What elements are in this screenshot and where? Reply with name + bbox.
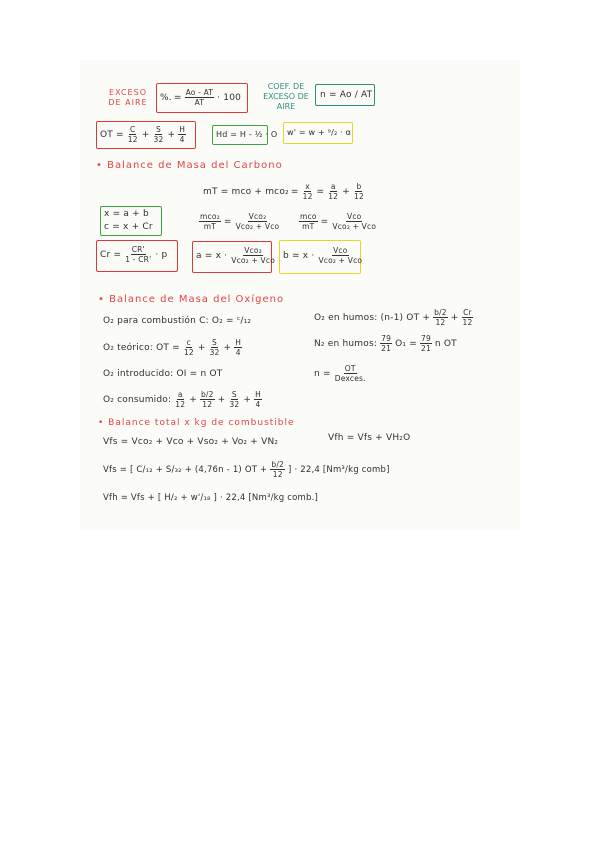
n-lhs: n = xyxy=(314,368,331,379)
cr-frac: $\frac{CR'}{1 - CR'}$ xyxy=(125,245,152,264)
o2-humos: O₂ en humos: (n-1) OT + $\frac{b/2}{12}$ + $\frac{Cr}{12}$ xyxy=(314,308,473,327)
ot-frac-h: $\frac{H}{4}$ xyxy=(179,125,186,144)
cr-tail: · p xyxy=(155,249,168,260)
cr-formula xyxy=(100,245,167,264)
n2-frac1: $\frac{79}{21}$ xyxy=(381,334,392,353)
pct-tail: · 100 xyxy=(217,92,242,103)
o2-humos-frac1: $\frac{b/2}{12}$ xyxy=(434,308,447,327)
mco2-ratio: $\frac{\text{mco₂}}{mT}$ = $\frac{\text{Vco₂}}{\text{Vco₂ + Vco}}$ xyxy=(200,212,280,231)
mt-formula: mT = mco + mco₂ = $\frac{x}{12}$ = $\frac{a}{12}$ + $\frac{b}{12}$ xyxy=(203,182,364,201)
o2-teorico: O₂ teórico: OT = $\frac{c}{12}$ + $\frac{S}{32}$ + $\frac{H}{4}$ xyxy=(103,338,242,357)
mt-frac-b: $\frac{b}{12}$ xyxy=(354,182,364,201)
cr-lhs: Cr = xyxy=(100,249,122,260)
vfh-formula: Vfh = Vfs + VH₂O xyxy=(328,433,411,443)
vco2-frac: $\frac{\text{Vco₂}}{\text{Vco₂ + Vco}}$ xyxy=(235,212,280,231)
b-frac: $\frac{\text{Vco}}{\text{Vco₂ + Vco}}$ xyxy=(318,246,363,265)
n-formula: n = Ao / AT xyxy=(320,90,373,100)
vfh2-formula: Vfh = Vfs + [ H/₂ + w'/₁₈ ] · 22,4 [Nm³/kg comb.] xyxy=(103,493,319,503)
a-frac: $\frac{\text{Vco₂}}{\text{Vco₂ + Vco}}$ xyxy=(231,246,275,265)
oc-frac1: $\frac{a}{12}$ xyxy=(175,390,186,409)
oxigeno-title: • Balance de Masa del Oxígeno xyxy=(98,294,285,305)
mco-ratio: $\frac{\text{mco}}{mT}$ = $\frac{\text{Vco}}{\text{Vco₂ + Vco}}$ xyxy=(300,212,377,231)
pct-den: AT xyxy=(194,98,205,107)
ot-frac-s: $\frac{S}{32}$ xyxy=(153,125,164,144)
mt-lhs: mT = mco + mco₂ xyxy=(203,186,289,197)
vfs2-lhs: Vfs = [ C/₁₂ + S/₃₂ + (4,76n - 1) OT + xyxy=(103,464,268,475)
cxcr-formula: c = x + Cr xyxy=(104,222,153,232)
a-lhs: a = x · xyxy=(196,250,228,261)
n-dexces xyxy=(314,364,368,383)
b-lhs: b = x · xyxy=(283,250,315,261)
w-formula: w' = w + ⁹/₂ · α xyxy=(287,128,352,137)
b-formula xyxy=(283,246,364,265)
pct-num: Ao - AT xyxy=(185,88,214,97)
mco2-frac: $\frac{\text{mco₂}}{mT}$ xyxy=(200,212,220,231)
hd-formula: Hd = H - ½ · O xyxy=(216,130,278,139)
coef-exceso-label: COEF. DE EXCESO DE AIRE xyxy=(263,82,309,111)
n2-humos-lhs: N₂ en humos: xyxy=(314,338,378,349)
oc-frac4: $\frac{H}{4}$ xyxy=(255,390,261,409)
o2-consumido: O₂ consumido: $\frac{a}{12}$ + $\frac{b/2}{12}$ + $\frac{S}{32}$ + $\frac{H}{4}$ xyxy=(103,390,261,409)
carbono-title: • Balance de Masa del Carbono xyxy=(96,160,283,171)
ot-frac-c: $\frac{C}{12}$ xyxy=(127,125,138,144)
mt-frac-a: $\frac{a}{12}$ xyxy=(328,182,339,201)
o2-intro: O₂ introducido: OI = n OT xyxy=(103,369,223,379)
mt-frac-x: $\frac{x}{12}$ xyxy=(302,182,313,201)
n2-tail: n OT xyxy=(434,338,457,349)
ot-h-frac: $\frac{H}{4}$ xyxy=(235,338,242,357)
vfs2-frac: $\frac{b/2}{12}$ xyxy=(271,460,285,479)
n2-mid: O₁ = xyxy=(395,338,417,349)
a-formula xyxy=(196,246,277,265)
xab-formula: x = a + b xyxy=(104,209,149,219)
vfs2-formula xyxy=(103,460,390,479)
exceso-aire-pct-formula: %. = $\frac{Ao - AT}{AT}$ · 100 xyxy=(160,88,242,107)
vco-frac: $\frac{\text{Vco}}{\text{Vco₂ + Vco}}$ xyxy=(332,212,377,231)
n-frac: $\frac{OT}{\text{Dexces.}}$ xyxy=(334,364,366,383)
ot-formula: OT = $\frac{C}{12}$ + $\frac{S}{32}$ + $\frac{H}{4}$ xyxy=(100,125,186,144)
ot-lhs: OT = xyxy=(100,129,124,140)
ot-c-frac: $\frac{c}{12}$ xyxy=(183,338,194,357)
o2-comb: O₂ para combustión C: O₂ = ᶜ/₁₂ xyxy=(103,316,252,326)
o2-humos-frac2: $\frac{Cr}{12}$ xyxy=(462,308,473,327)
o2-humos-lhs: O₂ en humos: (n-1) OT + xyxy=(314,312,431,323)
total-title: • Balance total x kg de combustible xyxy=(98,418,295,428)
pct-lhs: %. xyxy=(160,92,172,103)
o2-teorico-lhs: O₂ teórico: OT = xyxy=(103,342,180,353)
pct-fraction xyxy=(185,88,215,107)
vfs-formula: Vfs = Vco₂ + Vco + Vso₂ + Vo₂ + VN₂ xyxy=(103,437,279,447)
n2-humos xyxy=(314,334,457,353)
oc-frac2: $\frac{b/2}{12}$ xyxy=(200,390,214,409)
oc-frac3: $\frac{S}{32}$ xyxy=(229,390,240,409)
n2-frac2: $\frac{79}{21}$ xyxy=(420,334,431,353)
vfs2-tail: ] · 22,4 [Nm³/kg comb] xyxy=(288,464,390,475)
exceso-aire-label: EXCESO DE AIRE xyxy=(108,88,148,107)
ot-s-frac: $\frac{S}{32}$ xyxy=(209,338,220,357)
mco-frac: $\frac{\text{mco}}{mT}$ xyxy=(300,212,317,231)
o2-consum-lhs: O₂ consumido: xyxy=(103,394,172,405)
